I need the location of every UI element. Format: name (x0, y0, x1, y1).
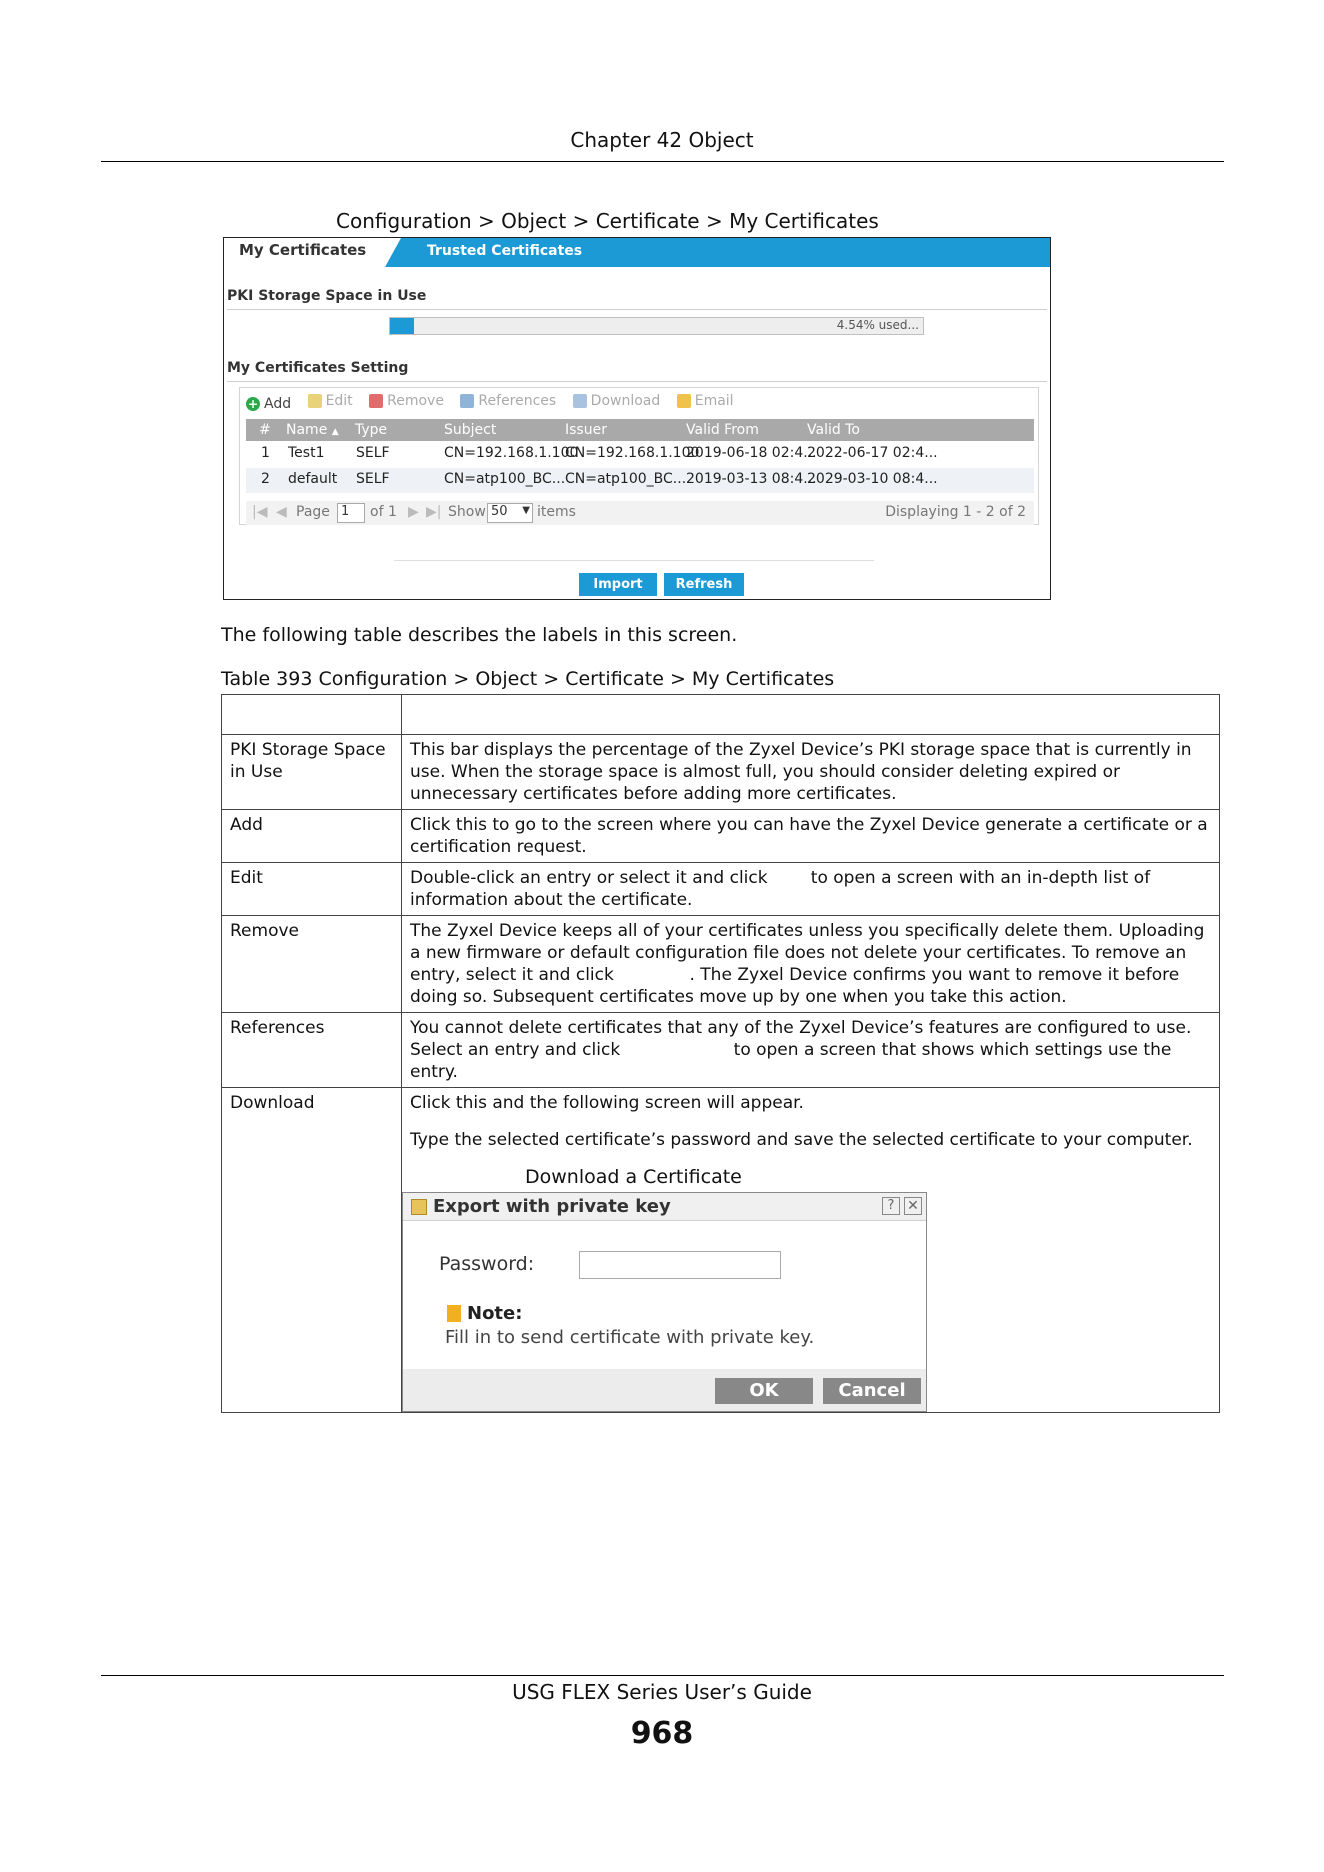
label-cell: Download (222, 1088, 402, 1413)
add-icon: + (247, 397, 259, 411)
row-name: Test1 (288, 445, 325, 461)
references-icon (460, 394, 474, 408)
description-cell: Click this to go to the screen where you can have the Zyxel Device generate a certificate or a certification request. (402, 810, 1220, 863)
label-cell: Add (222, 810, 402, 863)
sort-ascending-icon: ▲ (331, 427, 339, 437)
footer-guide-title: USG FLEX Series User’s Guide (512, 1680, 812, 1704)
table-row (222, 810, 1220, 863)
page-input[interactable]: 1 (337, 503, 365, 523)
export-dialog (402, 1192, 927, 1412)
chapter-title: Chapter 42 Object (570, 128, 754, 152)
figure-caption: Configuration > Object > Certificate > My Certificates (336, 209, 879, 233)
download-paragraph: Click this and the following screen will appear. (410, 1093, 804, 1113)
items-label: items (537, 504, 576, 520)
row-subject: CN=192.168.1.100 (444, 445, 579, 461)
header-cell (402, 695, 1220, 735)
download-figure-caption: Download a Certificate (525, 1166, 742, 1188)
table-header-row (222, 695, 1220, 735)
col-valid-from[interactable]: Valid From (686, 422, 759, 438)
download-paragraph: Type the selected certificate’s password and save the selected certificate to your computer. (410, 1130, 1193, 1150)
refresh-button[interactable]: Refresh (664, 573, 744, 596)
password-input[interactable] (579, 1251, 781, 1279)
page-number: 968 (630, 1716, 694, 1751)
table-row[interactable] (246, 442, 1034, 467)
settings-section-title: My Certificates Setting (227, 360, 409, 376)
col-issuer[interactable]: Issuer (565, 422, 607, 438)
cancel-button[interactable]: Cancel (823, 1378, 921, 1404)
chevron-down-icon: ▼ (522, 505, 530, 516)
dialog-header (403, 1193, 926, 1221)
description-cell: Double-click an entry or select it and click to open a screen with an in-depth list of information about the certificate. (402, 863, 1220, 916)
my-certificates-screenshot (223, 237, 1051, 600)
add-button[interactable]: + Add (247, 396, 292, 412)
last-page-icon[interactable]: ▶| (426, 504, 442, 520)
row-valid-to: 2022-06-17 02:4... (807, 445, 938, 461)
edit-icon (308, 394, 322, 408)
row-issuer: CN=atp100_BC... (565, 471, 687, 487)
description-cell: This bar displays the percentage of the Zyxel Device’s PKI storage space that is currently in use. When the storage space is almost full, you should consider deleting expired or unnecessary certificates before adding more certificates. (402, 735, 1220, 810)
description-cell: You cannot delete certificates that any of the Zyxel Device’s features are configured to use. Select an entry and click to open a screen that shows which settings use the entry. (402, 1013, 1220, 1088)
storage-used-label: 4.54% used... (836, 318, 919, 332)
note-icon (447, 1305, 461, 1322)
import-button[interactable]: Import (579, 573, 657, 596)
storage-section-title: PKI Storage Space in Use (227, 288, 427, 304)
note-title: Note: (467, 1303, 523, 1324)
table-row[interactable] (246, 468, 1034, 493)
footer-rule (101, 1675, 1224, 1676)
description-cell: The Zyxel Device keeps all of your certificates unless you specifically delete them. Uploading a new firmware or default configuration file does not delete your certificates. To remove an entry, select it and click . The Zyxel Device confirms you want to remove it before doing so. Subsequent certificates move up by one when you take this action. (402, 916, 1220, 1013)
remove-button[interactable]: Remove (369, 393, 444, 409)
label-cell: References (222, 1013, 402, 1088)
table-caption: Table 393 Configuration > Object > Certificate > My Certificates (221, 668, 835, 690)
footer-divider (394, 560, 874, 561)
tab-bar (224, 238, 1050, 267)
col-type[interactable]: Type (355, 422, 388, 438)
description-cell (402, 1088, 1220, 1413)
label-cell: Edit (222, 863, 402, 916)
col-number[interactable]: # (259, 422, 271, 438)
intro-text: The following table describes the labels in this screen. (221, 624, 738, 646)
certificates-grid (239, 387, 1039, 525)
row-issuer: CN=192.168.1.100 (565, 445, 700, 461)
next-page-icon[interactable]: ▶ (408, 504, 419, 520)
storage-progress-bar (389, 317, 924, 335)
col-name[interactable]: Name ▲ (286, 422, 339, 438)
grid-pager (246, 501, 1034, 525)
tab-my-certificates[interactable]: My Certificates (224, 238, 385, 267)
col-subject[interactable]: Subject (444, 422, 497, 438)
description-table (221, 694, 1220, 1413)
table-row (222, 1013, 1220, 1088)
close-icon[interactable]: ✕ (904, 1197, 922, 1215)
download-button[interactable]: Download (573, 393, 661, 409)
edit-icon (411, 1199, 427, 1215)
trash-icon (369, 394, 383, 408)
references-button[interactable]: References (460, 393, 556, 409)
page-size-select[interactable]: 50 ▼ (487, 503, 533, 523)
grid-header (246, 419, 1034, 441)
password-label: Password: (439, 1253, 535, 1275)
download-icon (573, 394, 587, 408)
row-number: 1 (261, 445, 270, 461)
displaying-label: Displaying 1 - 2 of 2 (885, 504, 1026, 520)
storage-progress-fill (390, 318, 414, 334)
page-label: Page (296, 504, 330, 520)
section-divider (227, 381, 1047, 382)
table-row (222, 863, 1220, 916)
row-type: SELF (356, 471, 390, 487)
header-rule (101, 161, 1224, 162)
row-valid-from: 2019-03-13 08:4... (686, 471, 817, 487)
help-icon[interactable]: ? (882, 1197, 900, 1215)
row-number: 2 (261, 471, 270, 487)
table-row (222, 916, 1220, 1013)
first-page-icon[interactable]: |◀ (252, 504, 268, 520)
page-of-label: of 1 (370, 504, 397, 520)
col-valid-to[interactable]: Valid To (807, 422, 860, 438)
show-label: Show (448, 504, 486, 520)
table-row (222, 735, 1220, 810)
row-type: SELF (356, 445, 390, 461)
ok-button[interactable]: OK (715, 1378, 813, 1404)
row-valid-from: 2019-06-18 02:4... (686, 445, 817, 461)
section-divider (227, 309, 1047, 310)
prev-page-icon[interactable]: ◀ (276, 504, 287, 520)
table-row (222, 1088, 1220, 1413)
grid-toolbar (246, 393, 746, 412)
tab-trusted-certificates[interactable]: Trusted Certificates (427, 243, 583, 259)
note-text: Fill in to send certificate with private key. (445, 1327, 815, 1348)
label-cell: Remove (222, 916, 402, 1013)
row-valid-to: 2029-03-10 08:4... (807, 471, 938, 487)
email-button[interactable]: Email (677, 393, 734, 409)
row-subject: CN=atp100_BC... (444, 471, 566, 487)
label-cell: PKI Storage Space in Use (222, 735, 402, 810)
edit-button[interactable]: Edit (308, 393, 353, 409)
row-name: default (288, 471, 338, 487)
header-cell (222, 695, 402, 735)
email-icon (677, 394, 691, 408)
dialog-title: Export with private key (433, 1196, 671, 1217)
dialog-footer (403, 1369, 926, 1411)
